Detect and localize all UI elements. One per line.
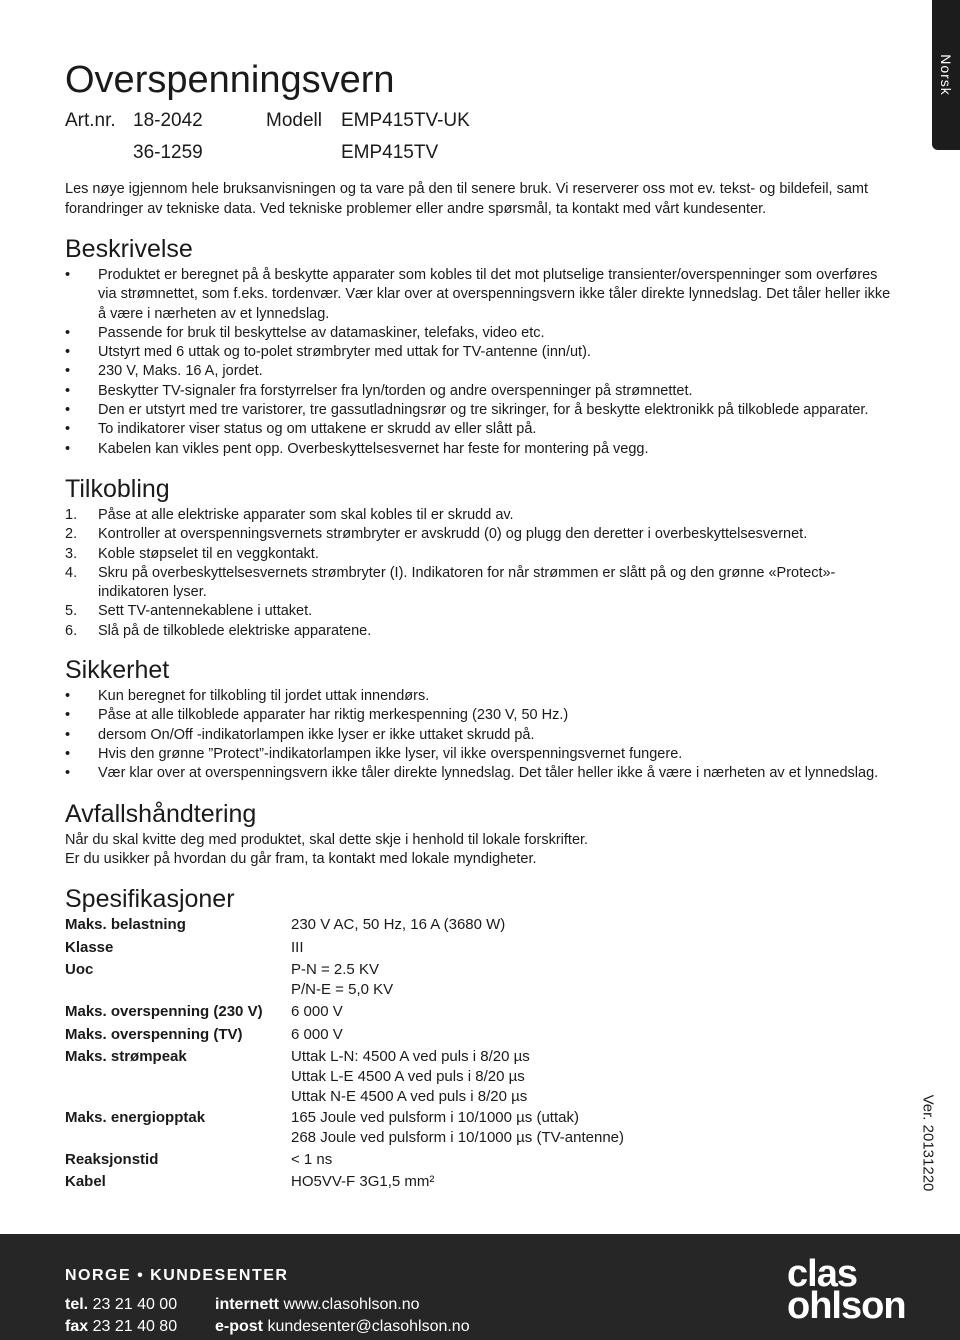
spec-value: P/N-E = 5,0 KV [291,981,394,998]
footer [0,1234,960,1340]
section-heading-avfallshandtering: Avfallshåndtering [65,800,257,828]
list-item: 6. Slå på de tilkoblede elektriske apparatene. [65,622,895,641]
section-heading-tilkobling: Tilkobling [65,475,170,503]
tel-number: 23 21 40 00 [92,1296,178,1313]
list-item: 3. Koble støpselet til en veggkontakt. [65,545,895,564]
spec-value: < 1 ns [291,1151,333,1168]
logo-line-1: clas [787,1253,857,1295]
epost-group [215,1318,470,1336]
list-item: • To indikatorer viser status og om uttakene er skrudd av eller slått på. [65,420,895,439]
list-item: 4. Skru på overbeskyttelsesvernets strømbryter (I). Indikatoren for når strømmen er slått på og den grønne «Protect»-indikatoren lyser. [65,564,836,601]
article-number-2: 36-1259 [133,142,203,163]
bullet-marker: • [65,363,71,380]
spec-value: P-N = 2.5 KV [291,961,379,978]
spec-label: Maks. energiopptak [65,1109,206,1126]
section-heading-beskrivelse: Beskrivelse [65,235,193,263]
epost-label: e-post [215,1318,263,1335]
list-item: • Beskytter TV-signaler fra forstyrrelser fra lyn/torden og andre overspenninger på strømnettet. [65,382,895,401]
step-number: 1. [65,507,78,523]
logo-line-2: ohlson [787,1285,906,1327]
spec-label: Kabel [65,1173,106,1190]
spec-value: 165 Joule ved pulsform i 10/1000 µs (uttak) [291,1109,579,1126]
footer-contact-row-2 [65,1318,470,1336]
email-link[interactable]: kundesenter@clasohlson.no [267,1318,470,1335]
list-item: • Passende for bruk til beskyttelse av datamaskiner, telefaks, video etc. [65,324,895,343]
list-item: • 230 V, Maks. 16 A, jordet. [65,362,895,381]
tilkobling-list [65,506,895,641]
bullet-marker: • [65,745,71,762]
bullet-marker: • [65,382,71,399]
model-number-1: EMP415TV-UK [341,110,470,131]
bullet-marker: • [65,440,71,457]
spec-label: Uoc [65,961,94,978]
spec-value: 230 V AC, 50 Hz, 16 A (3680 W) [291,916,506,933]
website-link[interactable]: www.clasohlson.no [283,1296,420,1313]
bullet-marker: • [65,421,71,438]
section-heading-sikkerhet: Sikkerhet [65,656,170,684]
article-number-1: 18-2042 [133,110,203,131]
spec-label: Maks. strømpeak [65,1048,187,1065]
list-item: • Hvis den grønne ”Protect”-indikatorlampen ikke lyser, vil ikke overspenningsvernet fungere. [65,745,895,764]
spec-value: III [291,939,304,956]
spec-label: Maks. overspenning (230 V) [65,1003,263,1020]
internett-group [215,1296,420,1314]
step-number: 5. [65,603,78,620]
bullet-marker: • [65,765,71,782]
version-label: Ver. 20131220 [919,1094,937,1192]
list-item: • Kun beregnet for tilkobling til jordet uttak innendørs. [65,687,895,706]
spec-label: Klasse [65,939,114,956]
spec-label: Reaksjonstid [65,1151,159,1168]
list-item: 5. Sett TV-antennekablene i uttaket. [65,602,895,621]
bullet-marker: • [65,402,71,419]
list-item: 1. Påse at alle elektriske apparater som skal kobles til er skrudd av. [65,506,895,525]
footer-contact-row-1 [65,1296,420,1314]
spec-label: Maks. overspenning (TV) [65,1026,243,1043]
language-tab-label: Norsk [938,54,954,96]
sikkerhet-list [65,687,895,783]
spec-value: HO5VV-F 3G1,5 mm² [291,1173,435,1190]
list-item: • Produktet er beregnet på å beskytte apparater som kobles til det mot plutselige transienter/overspenninger som overføres via strømnettet, som f.eks. tordenvær. Vær klar over at overspenningsvern ikke tåler direkte lynnedslag. Det tåler heller ikke å være i nærheten av et lynnedslag. [65,267,891,322]
step-number: 2. [65,526,78,543]
language-tab [932,0,960,150]
model-label: Modell [266,110,322,131]
list-item: 2. Kontroller at overspenningsvernets strømbryter er avskrudd (0) og plugg den deretter i overbeskyttelsesvernet. [65,525,895,544]
bullet-marker: • [65,267,71,283]
list-item: • Den er utstyrt med tre varistorer, tre gassutladningsrør og tre sikringer, for å beskytte elektronikk på tilkoblede apparater. [65,401,895,420]
bullet-marker: • [65,344,71,361]
footer-heading: NORGE • KUNDESENTER [65,1267,289,1284]
spec-value: 6 000 V [291,1026,343,1043]
list-item: • Kabelen kan vikles pent opp. Overbeskyttelsesvernet har feste for montering på vegg. [65,440,895,459]
list-item: • dersom On/Off -indikatorlampen ikke lyser er ikke uttaket skrudd på. [65,726,895,745]
list-item: • Påse at alle tilkoblede apparater har riktig merkespenning (230 V, 50 Hz.) [65,706,895,725]
model-number-2: EMP415TV [341,142,439,163]
list-item: • Vær klar over at overspenningsvern ikke tåler direkte lynnedslag. Det tåler heller ikke å være i nærheten av et lynnedslag. [65,764,895,783]
section-heading-spesifikasjoner: Spesifikasjoner [65,885,235,913]
step-number: 6. [65,622,78,639]
bullet-marker: • [65,324,71,341]
intro-text: Les nøye igjennom hele bruksanvisningen og ta vare på den til senere bruk. Vi reserverer oss mot ev. tekst- og bildefeil, samt forandringer av tekniske data. Ved tekniske problemer eller andre spørsmål, ta kontakt med vårt kundesenter. [65,181,869,217]
avfall-text-2: Er du usikker på hvordan du går fram, ta kontakt med lokale myndigheter. [65,851,537,867]
step-number: 4. [65,564,78,581]
spec-label: Maks. belastning [65,916,186,933]
spec-value: Uttak N-E 4500 A ved puls i 8/20 µs [291,1088,528,1105]
bullet-marker: • [65,688,71,704]
internett-label: internett [215,1296,279,1313]
tel-label: tel. [65,1296,89,1313]
list-item: • Utstyrt med 6 uttak og to-polet strømbryter med uttak for TV-antenne (inn/ut). [65,343,895,362]
bullet-marker: • [65,726,71,743]
clas-ohlson-logo [787,1253,906,1327]
article-number-label: Art.nr. [65,110,116,131]
spec-value: 268 Joule ved pulsform i 10/1000 µs (TV-antenne) [291,1129,625,1146]
fax-number: 23 21 40 80 [92,1318,178,1335]
spec-value: Uttak L-N: 4500 A ved puls i 8/20 µs [291,1048,530,1065]
page-title: Overspenningsvern [65,59,395,101]
bullet-marker: • [65,707,71,724]
beskrivelse-list [65,266,895,459]
step-number: 3. [65,545,78,562]
fax-label: fax [65,1318,89,1335]
spec-value: 6 000 V [291,1003,343,1020]
spec-value: Uttak L-E 4500 A ved puls i 8/20 µs [291,1068,525,1085]
avfall-text-1: Når du skal kvitte deg med produktet, skal dette skje i henhold til lokale forskrifter. [65,832,589,848]
